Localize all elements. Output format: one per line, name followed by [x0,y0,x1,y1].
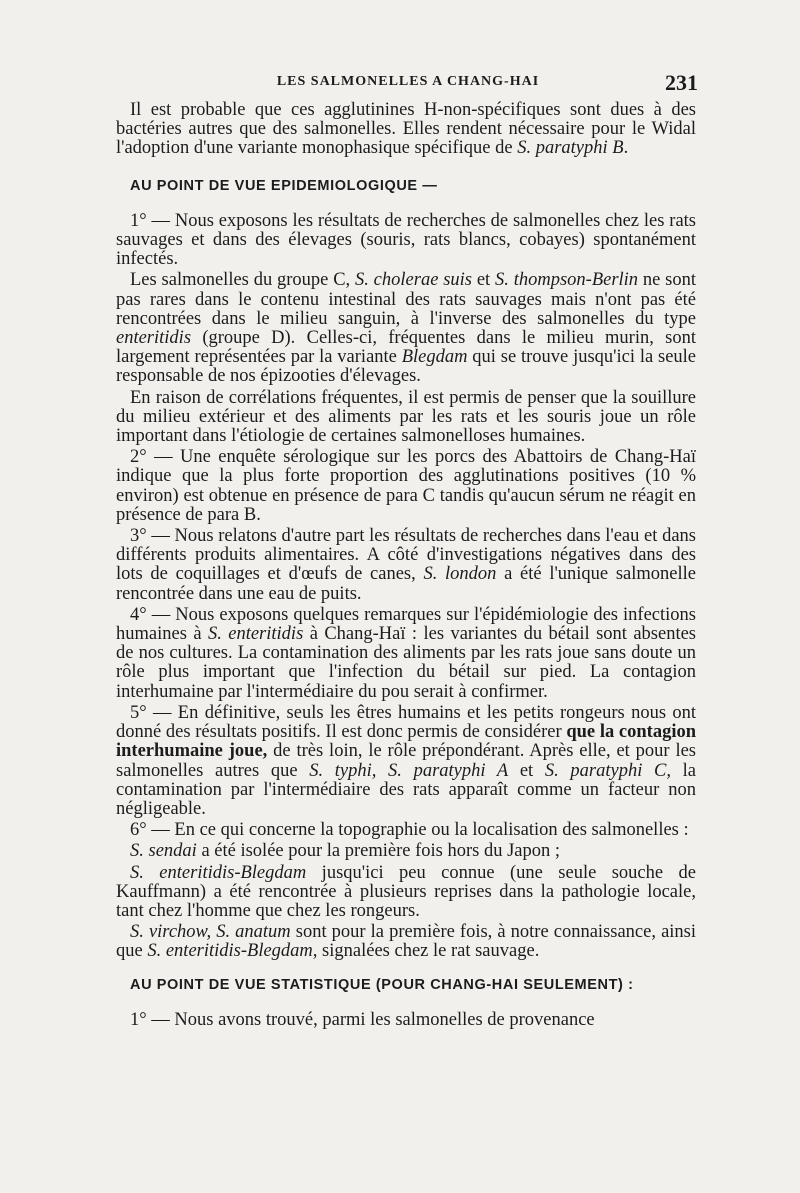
species-name: S. london [423,564,497,585]
paragraph-9 [116,842,696,861]
body-text [116,101,696,1032]
species-name: S. paratyphi C, [544,760,671,781]
paragraph-1: 1° — Nous exposons les résultats de recherches de salmonelles chez les rats sauvages et dans des élevages (souris, rats blancs, cobayes) spontanément infectés. [116,210,696,270]
species-name: S. cholerae suis [354,270,473,291]
paragraph-6 [116,606,696,702]
paragraph-10 [116,864,696,922]
text-run: ne sont pas rares dans le contenu intestinal des rats sauvages mais n'ont pas été rencontrées dans le milieu sanguin, à l'inverse des salmonelles du type [116,270,696,329]
text-run: 3° — Nous relatons d'autre part les résultats de recherches dans l'eau et dans différents produits alimentaires. A côté d'investigations négatives dans des lots de coquillages et d'œufs de canes, [116,526,696,585]
species-name: enteritidis [116,328,192,349]
text-run: la contamination par l'intermédiaire des rats apparaît comme un facteur non négligeable. [116,760,697,819]
text-run: . [623,138,629,159]
paragraph-2 [116,271,696,386]
text-run: sont pour la première fois, à notre connaissance, ainsi que [116,922,697,962]
species-name: S. virchow, S. anatum [130,922,291,943]
text-run: et [508,760,545,781]
text-run: jusqu'ici peu connue (une seule souche de Kauffmann) a été rencontrée à plusieurs reprises dans la pathologie locale, tant chez l'homme que chez les rongeurs. [116,862,696,921]
paragraph-7 [116,704,696,819]
paragraph-3: En raison de corrélations fréquentes, il est permis de penser que la souillure du milieu extérieur et des aliments par les rats et les souris joue un rôle important dans l'étiologie de certaines salmonelloses humaines. [116,387,696,447]
paragraph-5 [116,527,696,604]
species-name: Blegdam [401,347,468,368]
text-run: signalées chez le rat sauvage. [317,941,540,962]
species-name: S. enteritidis-Blegdam [130,862,307,883]
text-run: Il est probable que ces agglutinines H-non-spécifiques sont dues à des bactéries autres que des salmonelles. Elles rendent nécessaire pour le Widal l'adoption d'une variante monophasique spécifique de [116,100,696,159]
species-name: S. thompson-Berlin [495,270,639,291]
section-heading-epidemiology: AU POINT DE VUE EPIDEMIOLOGIQUE — [130,177,438,194]
intro-paragraph [116,101,696,159]
page-header [118,72,698,96]
paragraph-11 [116,923,696,961]
species-name: S. enteritidis-Blegdam, [147,941,318,962]
text-run: 4° — Nous exposons quelques remarques sur l'épidémiologie des infections humaines à [116,604,696,645]
paragraph-8: 6° — En ce qui concerne la topographie ou la localisation des salmonelles : [130,820,689,841]
page-number: 231 [665,70,698,95]
running-title: LES SALMONELLES A CHANG-HAI [276,74,540,89]
text-run: qui se trouve jusqu'ici la seule responsable de nos épizooties d'élevages. [116,347,697,387]
text-run: de très loin, le rôle prépondérant. Après elle, et pour les salmonelles autres que [116,741,696,781]
text-run: a été isolée pour la première fois hors du Japon ; [196,841,561,862]
text-run: et [472,270,496,291]
text-run: (groupe D). Celles-ci, fréquentes dans le milieu murin, sont largement représentées par la variante [116,328,696,368]
paragraph-4: 2° — Une enquête sérologique sur les porcs des Abattoirs de Chang-Haï indique que la plus forte proportion des agglutinations positives (10 % environ) est obtenue en présence de para C tandis qu'aucun sérum ne réagit en présence de para B. [116,447,696,525]
emphasis-text: que la contagion interhumaine joue, [116,722,696,762]
paragraph-12: 1° — Nous avons trouvé, parmi les salmonelles de provenance [130,1009,595,1030]
text-run: à Chang-Haï : les variantes du bétail sont absentes de nos cultures. La contamination des aliments par les rats joue sans doute un rôle plus important que l'infection du bétail sur pied. La contagion interhumaine par l'intermédiaire du pou serait à confirmer. [116,624,696,702]
text-run: a été l'unique salmonelle rencontrée dans une eau de puits. [116,564,696,604]
species-name: S. typhi, S. paratyphi A [309,760,509,781]
species-name: S. paratyphi B [517,138,624,159]
section-heading-statistics: AU POINT DE VUE STATISTIQUE (POUR CHANG-HAI SEULEMENT) : [130,976,634,993]
species-name: S. sendai [130,841,197,862]
text-run: Les salmonelles du groupe C, [130,270,355,291]
text-run: 5° — En définitive, seuls les êtres humains et les petits rongeurs nous ont donné des résultats positifs. Il est donc permis de considérer [116,702,696,743]
species-name: S. enteritidis [207,624,304,645]
